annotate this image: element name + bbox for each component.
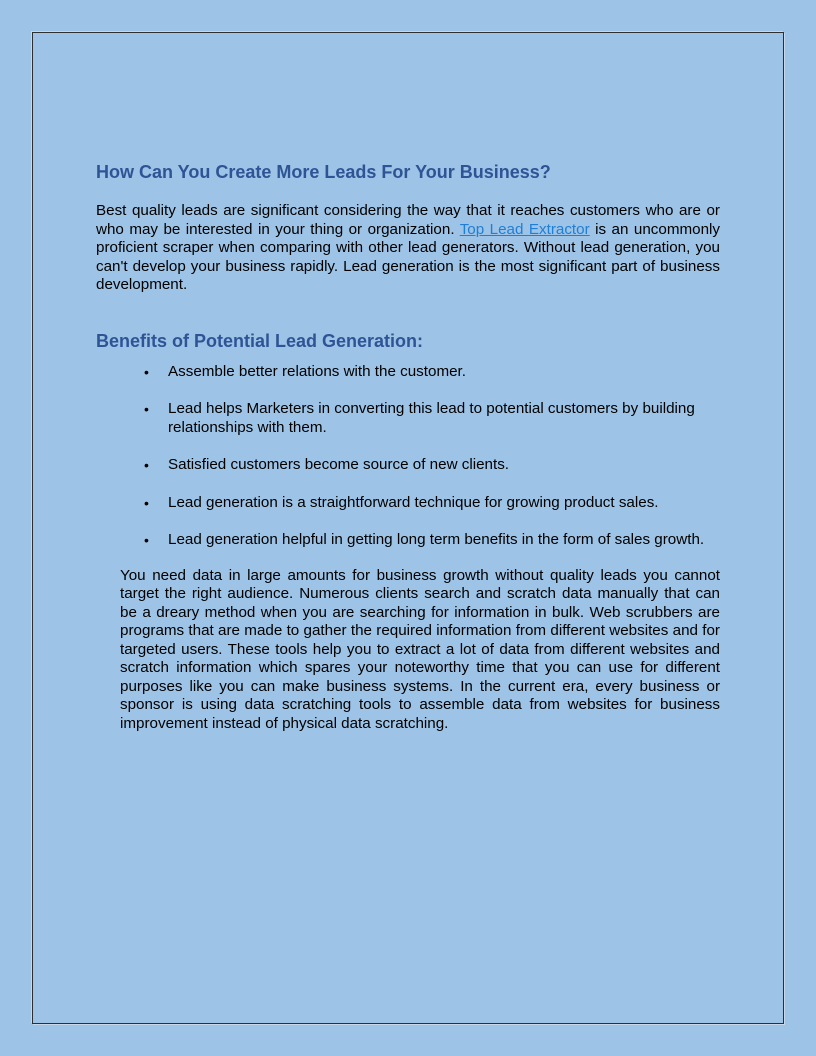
section-heading-create-leads: How Can You Create More Leads For Your Business? (96, 162, 551, 182)
bullet-icon: • (144, 494, 149, 511)
bullet-icon: • (144, 363, 149, 380)
list-item-text: Lead generation helpful in getting long term benefits in the form of sales growth. (168, 531, 705, 548)
list-item-text: Satisfied customers become source of new clients. (168, 456, 510, 473)
section-heading-benefits: Benefits of Potential Lead Generation: (96, 330, 424, 351)
list-item-text: Assemble better relations with the customer. (168, 362, 466, 380)
list-item-text: Lead helps Marketers in converting this lead to potential customers by building relationships with them. (168, 400, 695, 436)
list-item (96, 363, 720, 382)
intro-text-after-link: is an uncommonly proficient scraper when comparing with other lead generators. Without lead generation, you can't develop your business rapidly. Lead generation is the most significant part of business development. (96, 220, 720, 293)
top-lead-extractor-link[interactable]: Top Lead Extractor (459, 220, 590, 238)
list-item (96, 456, 720, 475)
list-item (96, 531, 720, 550)
bullet-icon: • (144, 401, 149, 417)
document-content (96, 160, 720, 733)
benefits-list (96, 363, 720, 550)
bullet-icon: • (144, 457, 149, 473)
intro-paragraph (96, 202, 720, 295)
closing-paragraph: You need data in large amounts for business growth without quality leads you cannot target the right audience. Numerous clients search and scratch data manually that can be a dreary method when you are searching for information in bulk. Web scrubbers are programs that are made to gather the required information from different websites and for targeted users. These tools help you to extract a lot of data from different websites and scratch information which spares your noteworthy time that you can use for different purposes like you can make business systems. In the current era, every business or sponsor is using data scratching tools to assemble data from websites for business improvement instead of physical data scratching. (120, 566, 720, 732)
list-item (96, 494, 720, 513)
bullet-icon: • (144, 532, 149, 548)
list-item-text: Lead generation is a straightforward technique for growing product sales. (168, 493, 659, 511)
list-item (96, 400, 720, 437)
intro-text-before-link: Best quality leads are significant considering the way that it reaches customers who are or who may be interested in your thing or organization. (96, 202, 720, 238)
